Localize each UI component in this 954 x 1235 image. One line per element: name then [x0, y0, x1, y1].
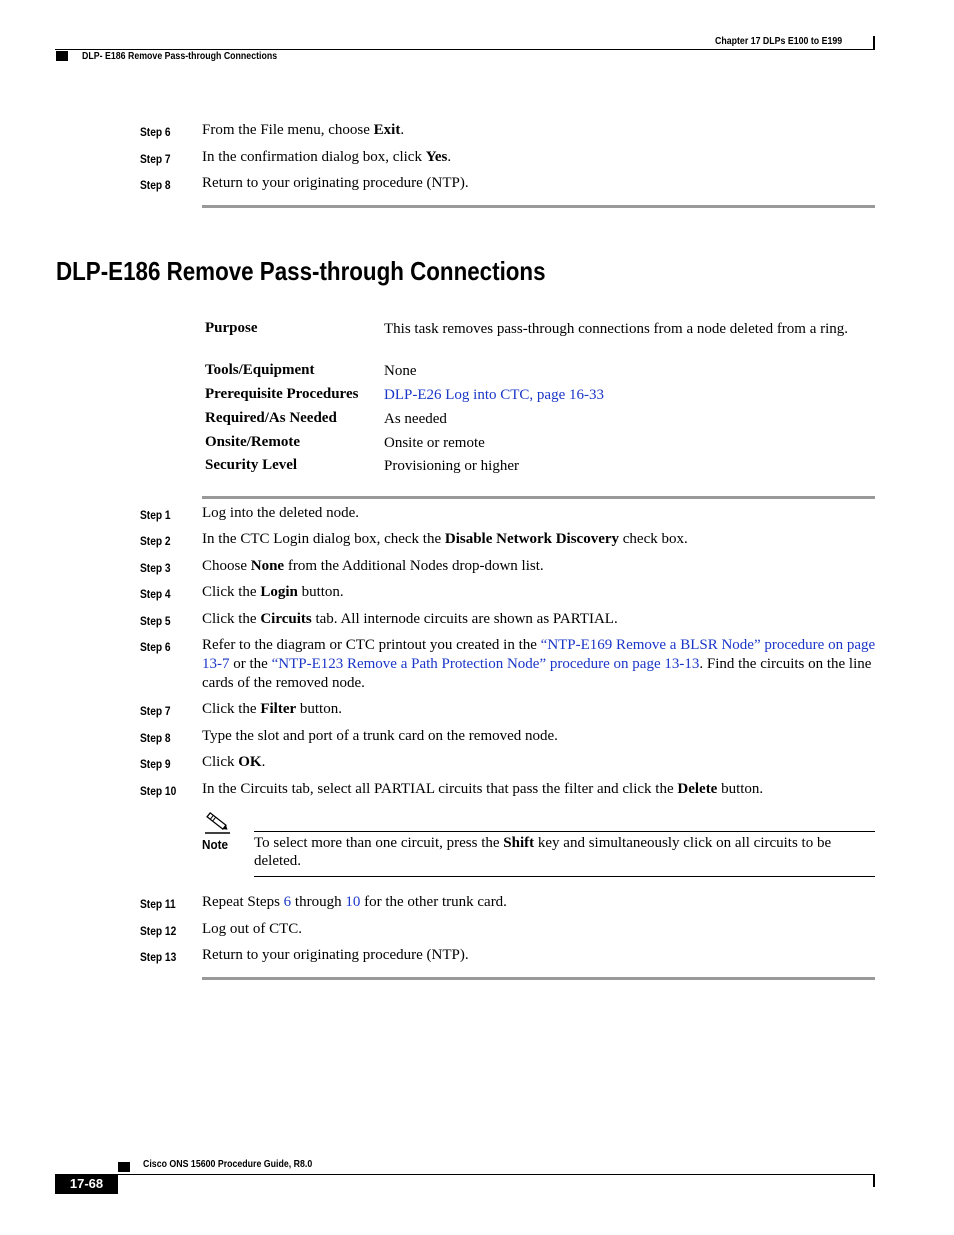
table-value: As needed: [384, 411, 447, 427]
step-label: Step 10: [140, 784, 177, 798]
step-label: Step 6: [140, 640, 171, 654]
step-6-link[interactable]: 6: [283, 894, 292, 910]
step-label: Step 3: [140, 561, 171, 575]
note-text: To select more than one circuit, press the Shift key and simultaneously click on all circuits to be deleted.: [254, 835, 832, 869]
step-text: Type the slot and port of a trunk card on the removed node.: [202, 728, 558, 744]
step-label: Step 4: [140, 587, 171, 601]
step-text: From the File menu, choose Exit.: [202, 122, 405, 138]
step-label: Step 13: [140, 950, 177, 964]
step-text: Log into the deleted node.: [202, 505, 360, 521]
step-text: In the confirmation dialog box, click Yes.: [202, 149, 452, 165]
footer-rule: [55, 1174, 875, 1175]
footer-tick: [873, 1174, 875, 1187]
chapter-header: Chapter 17 DLPs E100 to E199: [715, 36, 843, 47]
step-label: Step 6: [140, 125, 171, 139]
path-protection-procedure-link[interactable]: “NTP-E123 Remove a Path Protection Node” procedure on page 13-13: [271, 656, 700, 672]
step-label: Step 12: [140, 924, 177, 938]
step-text: Log out of CTC.: [202, 921, 302, 937]
table-label: Tools/Equipment: [205, 362, 315, 378]
page-title: DLP-E186 Remove Pass-through Connections: [56, 256, 546, 286]
step-text: Choose None from the Additional Nodes drop-down list.: [202, 558, 544, 574]
section-header: DLP- E186 Remove Pass-through Connections: [82, 51, 278, 62]
table-divider: [202, 496, 875, 499]
step-10-link[interactable]: 10: [345, 894, 361, 910]
header-tick: [873, 36, 875, 49]
step-label: Step 11: [140, 897, 176, 911]
header-rule: [55, 49, 875, 50]
note-bottom-rule: [254, 876, 875, 877]
step-label: Step 8: [140, 731, 171, 745]
footer-block: [118, 1162, 130, 1172]
step-text: Click the Circuits tab. All internode circuits are shown as PARTIAL.: [202, 611, 618, 627]
step-text: Click OK.: [202, 754, 266, 770]
table-value: None: [384, 363, 417, 379]
blsr-procedure-link[interactable]: “NTP-E169 Remove a BLSR Node” procedure on page 13-7: [202, 637, 876, 672]
note-label: Note: [202, 837, 229, 852]
footer-guide-title: Cisco ONS 15600 Procedure Guide, R8.0: [143, 1159, 313, 1170]
step-text: Return to your originating procedure (NTP).: [202, 947, 469, 963]
table-label: Required/As Needed: [205, 410, 337, 426]
table-value: This task removes pass-through connections from a node deleted from a ring.: [384, 321, 849, 337]
step-label: Step 2: [140, 534, 171, 548]
prerequisite-link[interactable]: DLP-E26 Log into CTC, page 16-33: [384, 387, 604, 403]
table-value: Onsite or remote: [384, 435, 485, 451]
header-block: [56, 51, 68, 61]
step-label: Step 1: [140, 508, 171, 522]
table-label: Security Level: [205, 457, 298, 473]
step-text: In the CTC Login dialog box, check the Disable Network Discovery check box.: [202, 531, 688, 547]
page-number: 17-68: [55, 1174, 118, 1194]
section-divider: [202, 205, 875, 208]
step-text: Click the Filter button.: [202, 701, 342, 717]
step-label: Step 9: [140, 757, 171, 771]
step-text: Repeat Steps 6 through 10 for the other trunk card.: [202, 894, 507, 910]
table-value: Provisioning or higher: [384, 458, 519, 474]
step-label: Step 7: [140, 704, 171, 718]
step-text: In the Circuits tab, select all PARTIAL circuits that pass the filter and click the Delete button.: [202, 781, 764, 797]
step-text: Click the Login button.: [202, 584, 344, 600]
step-text: Return to your originating procedure (NTP).: [202, 175, 469, 191]
table-label: Onsite/Remote: [205, 434, 300, 450]
step-label: Step 7: [140, 152, 171, 166]
procedure-end-divider: [202, 977, 875, 980]
pencil-note-icon: [203, 811, 231, 835]
step-label: Step 5: [140, 614, 171, 628]
table-label: Purpose: [205, 320, 258, 336]
step-text: Refer to the diagram or CTC printout you created in the “NTP-E169 Remove a BLSR Node” procedure on page 13-7 or the “NTP-E123 Remove a Path Protection Node” procedure on page 13-13. Find the circuits on the line cards of the removed node.: [202, 637, 876, 691]
note-top-rule: [254, 831, 875, 832]
table-label: Prerequisite Procedures: [205, 386, 359, 402]
step-label: Step 8: [140, 178, 171, 192]
